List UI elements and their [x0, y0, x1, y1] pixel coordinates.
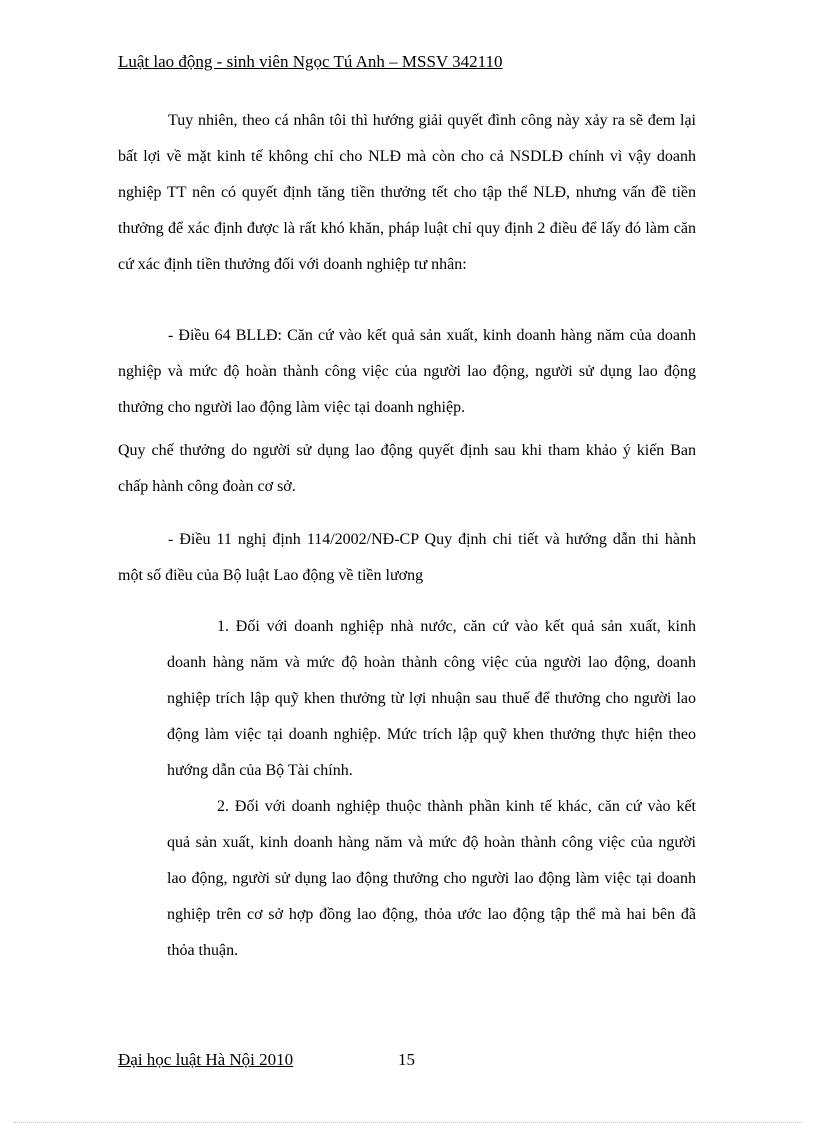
page-number: 15 [398, 1050, 415, 1069]
paragraph-clause-1: 1. Đối với doanh nghiệp nhà nước, căn cứ vào kết quả sản xuất, kinh doanh hàng năm và mức độ hoàn thành công việc của người lao động, doanh nghiệp trích lập quỹ khen thưởng từ lợi nhuận sau thuế để thưởng cho người lao động làm việc tại doanh nghiệp. Mức trích lập quỹ khen thưởng thực hiện theo hướng dẫn của Bộ Tài chính. [167, 618, 696, 779]
paragraph-article-64: - Điều 64 BLLĐ: Căn cứ vào kết quả sản xuất, kinh doanh hàng năm của doanh nghiệp và mức độ hoàn thành công việc của người lao động, người sử dụng lao động thưởng cho người lao động làm việc tại doanh nghiệp. [118, 327, 696, 416]
footer-school: Đại học luật Hà Nội 2010 [118, 1050, 294, 1069]
paragraph-clause-2: 2. Đối với doanh nghiệp thuộc thành phần kinh tế khác, căn cứ vào kết quả sản xuất, kinh doanh hàng năm và mức độ hoàn thành công việc của người lao động, người sử dụng lao động thưởng cho người lao động làm việc tại doanh nghiệp trên cơ sở hợp đồng lao động, thỏa ước lao động tập thể mà hai bên đã thỏa thuận. [167, 798, 696, 959]
page-header: Luật lao động - sinh viên Ngọc Tú Anh – MSSV 342110 [118, 52, 503, 71]
paragraph-intro: Tuy nhiên, theo cá nhân tôi thì hướng giải quyết đình công này xảy ra sẽ đem lại bất lợi về mặt kinh tế không chỉ cho NLĐ mà còn cho cả NSDLĐ chính vì vậy doanh nghiệp TT nên có quyết định tăng tiền thưởng tết cho tập thể NLĐ, nhưng vấn đề tiền thưởng để xác định được là rất khó khăn, pháp luật chỉ quy định 2 điều để lấy đó làm căn cứ xác định tiền thưởng đối với doanh nghiệp tư nhân: [118, 112, 696, 273]
paragraph-article-11: - Điều 11 nghị định 114/2002/NĐ-CP Quy định chi tiết và hướng dẫn thi hành một số điều của Bộ luật Lao động về tiền lương [118, 531, 696, 584]
paragraph-bonus-regulation: Quy chế thưởng do người sử dụng lao động quyết định sau khi tham khảo ý kiến Ban chấp hành công đoàn cơ sở. [118, 442, 696, 495]
